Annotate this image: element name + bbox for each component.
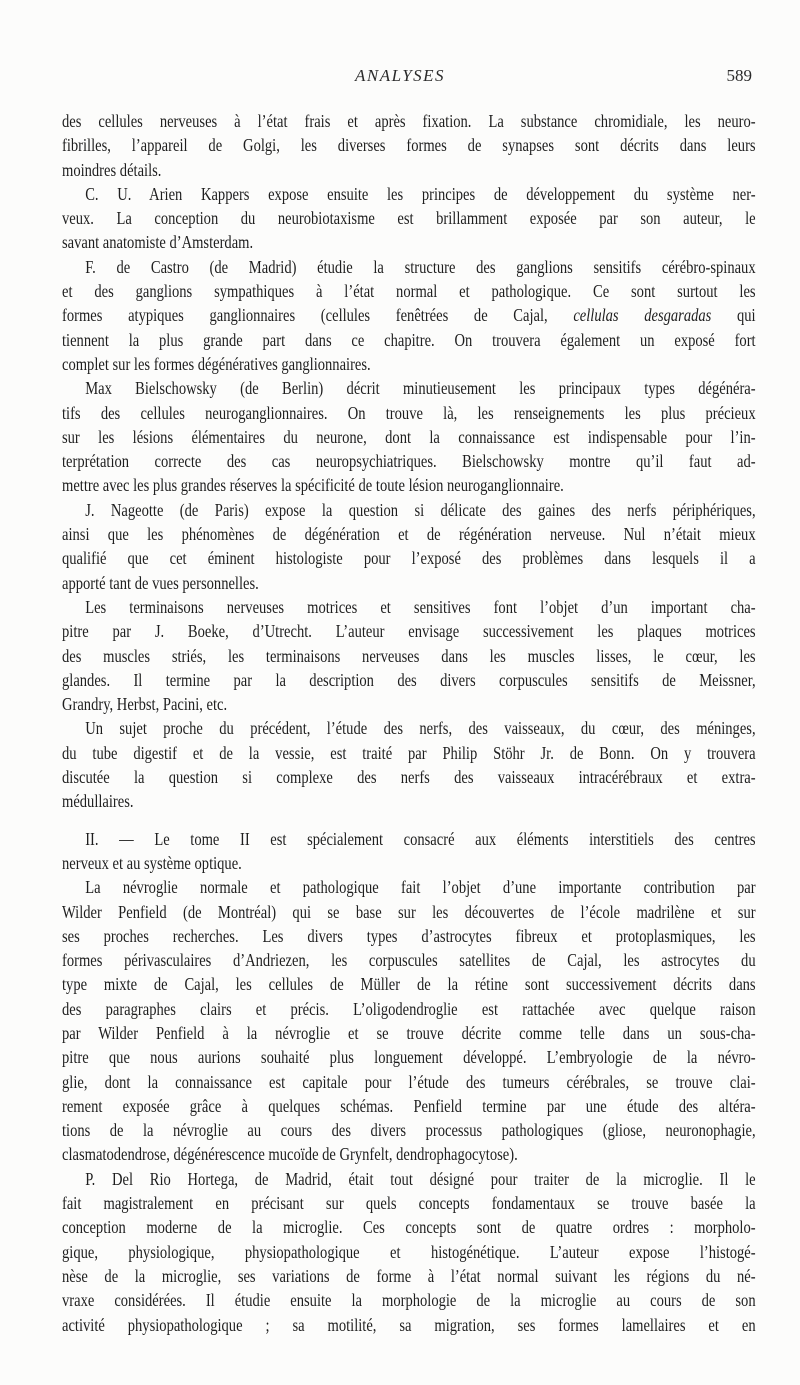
text-line: glandes. Il termine par la description des divers corpuscules sensitifs de Meissner, [62, 669, 756, 690]
text-line: des muscles striés, les terminaisons nerveuses dans les muscles lisses, le cœur, les [62, 645, 756, 666]
section-gap [62, 814, 756, 827]
paragraph [62, 595, 756, 716]
text-line: Max Bielschowsky (de Berlin) décrit minutieusement les principaux types dégénéra- [85, 378, 756, 399]
paragraph [62, 716, 756, 813]
text-line: Grandry, Herbst, Pacini, etc. [62, 694, 228, 715]
text-line-with-italic [62, 303, 756, 327]
text-line: formes périvasculaires d’Andriezen, les corpuscules satellites de Cajal, les astrocytes du [62, 950, 756, 971]
text-line: pitre que nous aurions souhaité plus longuement développé. L’embryologie de la névro- [62, 1047, 756, 1068]
text-line: médullaires. [62, 791, 134, 812]
text-line: tiennent la plus grande part dans ce chapitre. On trouvera également un exposé fort [62, 329, 756, 350]
paragraph [62, 109, 756, 182]
text-line: vraxe considérées. Il étudie ensuite la morphologie de la microglie au cours de son [62, 1290, 756, 1311]
section-heading-paragraph [62, 827, 756, 876]
text-line: Les terminaisons nerveuses motrices et sensitives font l’objet d’un important cha- [85, 596, 756, 617]
paragraph [62, 255, 756, 376]
running-header-title: ANALYSES [354, 66, 446, 85]
text-line: tions de la névroglie au cours des divers processus pathologiques (gliose, neuronophagie, [62, 1120, 756, 1141]
page-body [62, 109, 756, 1337]
text-line: et des ganglions sympathiques à l’état normal et pathologique. Ce sont surtout les [62, 281, 756, 302]
text-line: fibrilles, l’appareil de Golgi, les diverses formes de synapses sont décrits dans leurs [62, 135, 756, 156]
text-line: gique, physiologique, physiopathologique et histogénétique. L’auteur expose l’histogé- [62, 1241, 756, 1262]
text-line: apporté tant de vues personnelles. [62, 572, 259, 593]
text-line: ainsi que les phénomènes de dégénération et de régénération nerveuse. Nul n’était mieux [62, 524, 756, 545]
text-line: type mixte de Cajal, les cellules de Müller de la rétine sont successivement décrits dans [62, 974, 756, 995]
italic-phrase: cellulas desgaradas [573, 305, 712, 326]
text-line: du tube digestif et de la vessie, est traité par Philip Stöhr Jr. de Bonn. On y trouvera [62, 742, 756, 763]
text-span: formes atypiques ganglionnaires (cellules fenêtrées de Cajal, [62, 305, 574, 326]
text-line: nerveux et au système optique. [62, 852, 242, 873]
text-line: des cellules nerveuses à l’état frais et après fixation. La substance chromidiale, les neuro- [62, 111, 756, 131]
text-line: activité physiopathologique ; sa motilité, sa migration, ses formes lamellaires et en [62, 1314, 756, 1335]
paragraph [62, 376, 756, 497]
page-number: 589 [726, 66, 752, 85]
text-line: F. de Castro (de Madrid) étudie la structure des ganglions sensitifs cérébro-spinaux [85, 256, 756, 277]
text-line: La névroglie normale et pathologique fait l’objet d’une importante contribution par [85, 877, 756, 898]
text-line: sur les lésions élémentaires du neurone, dont la connaissance est indispensable pour l’in- [62, 426, 756, 447]
text-line: complet sur les formes dégénératives ganglionnaires. [62, 353, 371, 374]
text-line: par Wilder Penfield à la névroglie et se trouve décrite comme telle dans un sous-cha- [62, 1022, 756, 1043]
text-line: rement exposée grâce à quelques schémas. Penfield termine par une étude des altéra- [62, 1095, 756, 1116]
text-line: Un sujet proche du précédent, l’étude des nerfs, des vaisseaux, du cœur, des méninges, [85, 718, 756, 739]
text-line: fait magistralement en précisant sur quels concepts fondamentaux se trouve basée la [62, 1193, 756, 1214]
text-line: des paragraphes clairs et précis. L’oligodendroglie est rattachée avec quelque raison [62, 998, 756, 1019]
text-line: II. — Le tome II est spécialement consacré aux éléments interstitiels des centres [85, 828, 756, 849]
text-line: discutée la question si complexe des nerfs des vaisseaux intracérébraux et extra- [62, 767, 756, 788]
text-line: Wilder Penfield (de Montréal) qui se base sur les découvertes de l’école madrilène et sur [62, 901, 756, 922]
text-line: P. Del Rio Hortega, de Madrid, était tout désigné pour traiter de la microglie. Il le [85, 1168, 756, 1189]
text-line: veux. La conception du neurobiotaxisme est brillamment exposée par son auteur, le [62, 208, 756, 229]
text-line: moindres détails. [62, 159, 162, 180]
text-line: J. Nageotte (de Paris) expose la question si délicate des gaines des nerfs périphériques, [85, 499, 756, 520]
text-line: savant anatomiste d’Amsterdam. [62, 232, 254, 253]
text-line: terprétation correcte des cas neuropsychiatriques. Bielschowsky montre qu’il faut ad- [62, 451, 756, 472]
paragraph [62, 498, 756, 595]
text-span: qui [711, 305, 756, 326]
paragraph [62, 182, 756, 255]
text-line: pitre par J. Boeke, d’Utrecht. L’auteur envisage successivement les plaques motrices [62, 621, 756, 642]
text-line: C. U. Arien Kappers expose ensuite les principes de développement du système ner- [85, 183, 756, 204]
text-line: mettre avec les plus grandes réserves la spécificité de toute lésion neuroganglionnaire. [62, 475, 564, 496]
text-line: glie, dont la connaissance est capitale pour l’étude des tumeurs cérébrales, se trouve clai- [62, 1071, 756, 1092]
text-line: tifs des cellules neuroganglionnaires. On trouve là, les renseignements les plus précieux [62, 402, 756, 423]
text-line: qualifié que cet éminent histologiste pour l’exposé des problèmes dans lesquels il a [62, 548, 756, 569]
paragraph [62, 1167, 756, 1337]
text-line: clasmatodendrose, dégénérescence mucoïde de Grynfelt, dendrophagocytose). [62, 1144, 518, 1165]
text-line: conception moderne de la microglie. Ces concepts sont de quatre ordres : morpholo- [62, 1217, 756, 1238]
paragraph [62, 875, 756, 1167]
text-line: nèse de la microglie, ses variations de forme à l’état normal suivant les régions du né- [62, 1265, 756, 1286]
text-line: ses proches recherches. Les divers types d’astrocytes fibreux et protoplasmiques, les [62, 925, 756, 946]
